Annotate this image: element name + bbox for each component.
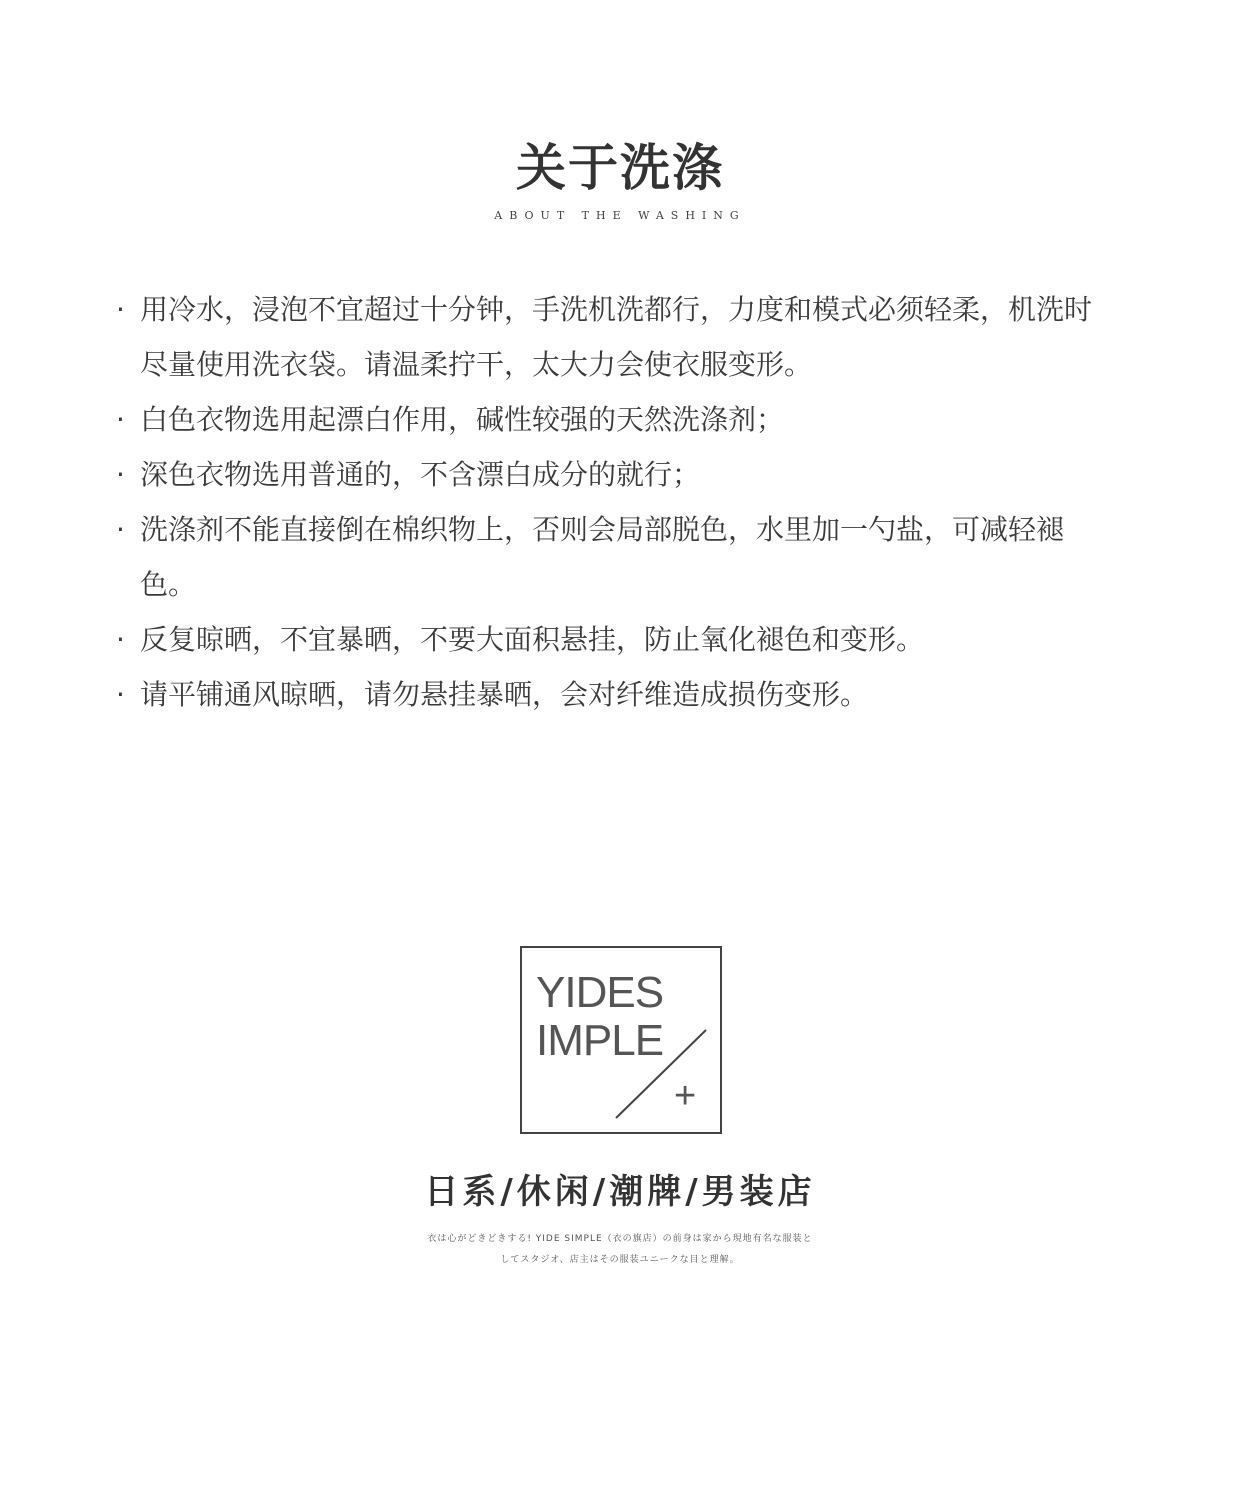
page-title: 关于洗涤: [516, 139, 724, 197]
bullet-icon: ·: [116, 458, 125, 491]
list-item: [112, 612, 1092, 667]
list-item-text: 白色衣物选用起漂白作用，碱性较强的天然洗涤剂；: [140, 403, 785, 436]
brand-logo: [520, 946, 722, 1134]
tagline-line2: してスタジオ、店主はその服装ユニークな目と理解。: [500, 1255, 740, 1265]
list-item-text: 反复晾晒，不宜暴晒，不要大面积悬挂，防止氧化褪色和变形。: [140, 623, 925, 656]
list-item: [112, 282, 1092, 392]
plus-icon: +: [674, 1075, 697, 1117]
list-item: [112, 392, 1092, 447]
bullet-icon: ·: [116, 678, 125, 711]
store-name: 日系/休闲/潮牌/男装店: [424, 1172, 816, 1212]
list-item-text: 用冷水，浸泡不宜超过十分钟，手洗机洗都行，力度和模式必须轻柔，机洗时尽量使用洗衣袋。请温柔拧干，太大力会使衣服变形。: [140, 293, 1093, 381]
tagline-line1: 衣は心がどきどきする! YIDE SIMPLE（衣の旗店）の前身は家から現地有名な服装と: [427, 1234, 813, 1244]
list-item: [112, 502, 1092, 612]
page-subtitle: ABOUT THE WASHING: [494, 209, 746, 222]
list-item: [112, 667, 1092, 722]
logo-text-line1: YIDES: [536, 968, 664, 1017]
bullet-icon: ·: [116, 513, 125, 546]
washing-instructions-list: [112, 282, 1092, 722]
bullet-icon: ·: [116, 293, 125, 326]
bullet-icon: ·: [116, 623, 125, 656]
logo-text-line2: IMPLE: [536, 1016, 664, 1065]
list-item-text: 洗涤剂不能直接倒在棉织物上，否则会局部脱色，水里加一勺盐，可减轻褪色。: [140, 513, 1065, 601]
list-item-text: 请平铺通风晾晒，请勿悬挂暴晒，会对纤维造成损伤变形。: [140, 678, 869, 711]
list-item: [112, 447, 1092, 502]
list-item-text: 深色衣物选用普通的，不含漂白成分的就行；: [140, 458, 701, 491]
bullet-icon: ·: [116, 403, 125, 436]
